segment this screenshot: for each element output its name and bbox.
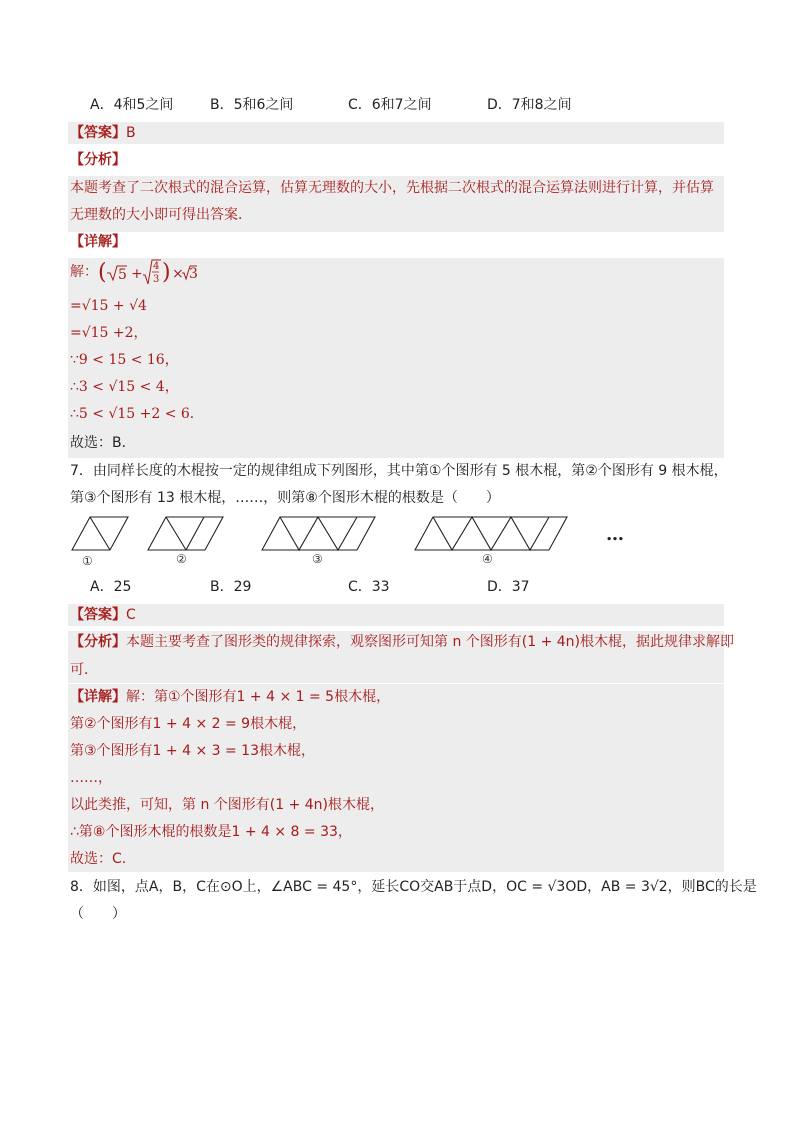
svg-text:3: 3 bbox=[153, 274, 160, 285]
q7-answer-block bbox=[68, 604, 724, 626]
solution-expression bbox=[70, 262, 98, 292]
expression-svg bbox=[98, 258, 198, 290]
q7-option-c: C．33 bbox=[348, 579, 390, 595]
answer-tag: 【答案】 bbox=[70, 125, 126, 141]
figure-label-3: ③ bbox=[312, 552, 323, 566]
option-b: B．5和6之间 bbox=[210, 97, 294, 113]
option-c: C．6和7之间 bbox=[348, 97, 432, 113]
svg-text:): ) bbox=[162, 260, 171, 285]
q7-answer-value: C bbox=[126, 607, 136, 623]
q7-detail-line-6: ∴第⑧个图形木棍的根数是1 + 4 × 8 = 33， bbox=[70, 824, 352, 840]
q7-detail-block bbox=[68, 684, 724, 872]
figure-label-4: ④ bbox=[482, 552, 493, 566]
q7-detail-text-1: 解：第①个图形有1 + 4 × 1 = 5根木棍， bbox=[126, 689, 391, 705]
q8-question-line-1: 8．如图，点A，B，C在⊙O上，∠ABC = 45°，延长CO交AB于点D，OC = √3OD，AB = 3√2，则BC的长是 bbox=[70, 879, 757, 895]
q7-question-line-1: 7．由同样长度的木棍按一定的规律组成下列图形，其中第①个图形有 5 根木棍，第②个图形有 9 根木棍， bbox=[70, 463, 728, 479]
detail-tag: 【详解】 bbox=[70, 234, 126, 250]
q7-question-line-2: 第③个图形有 13 根木棍，……，则第⑧个图形木棍的根数是（ ） bbox=[70, 490, 500, 506]
q6-conclusion: 故选：B． bbox=[70, 435, 136, 451]
analysis-tag: 【分析】 bbox=[70, 152, 126, 168]
answer-block bbox=[68, 122, 724, 144]
q7-detail-line-1 bbox=[70, 687, 390, 707]
q7-conclusion: 故选：C． bbox=[70, 851, 136, 867]
q7-answer-tag: 【答案】 bbox=[70, 607, 126, 623]
q7-detail-line-5: 以此类推，可知，第 n 个图形有(1 + 4n)根木棍， bbox=[70, 797, 385, 813]
figure-label-1: ① bbox=[82, 554, 93, 568]
answer-value: B bbox=[126, 125, 136, 141]
q7-option-a: A．25 bbox=[90, 579, 132, 595]
analysis-line-2: 无理数的大小即可得出答案． bbox=[70, 207, 252, 223]
q7-detail-line-4: ……， bbox=[70, 770, 112, 786]
more-figures-ellipsis: … bbox=[606, 524, 625, 545]
step-2: =√15 +2， bbox=[70, 325, 148, 341]
step-4: ∴3 < √15 < 4， bbox=[70, 379, 179, 395]
q7-answer-line bbox=[70, 605, 136, 625]
svg-text:+: + bbox=[131, 266, 143, 282]
q7-analysis-tag: 【分析】 bbox=[70, 634, 126, 650]
q7-detail-line-2: 第②个图形有1 + 4 × 2 = 9根木棍， bbox=[70, 716, 307, 732]
svg-text:4: 4 bbox=[153, 261, 160, 272]
step-5: ∴5 < √15 +2 < 6． bbox=[70, 406, 204, 422]
q7-analysis-text: 本题主要考查了图形类的规律探索，观察图形可知第 n 个图形有(1 + 4n)根木棍，据此规律求解即 bbox=[126, 634, 735, 650]
answer-line bbox=[70, 123, 136, 143]
q7-detail-tag: 【详解】 bbox=[70, 689, 126, 705]
q7-detail-line-3: 第③个图形有1 + 4 × 3 = 13根木棍， bbox=[70, 743, 315, 759]
option-a: A．4和5之间 bbox=[90, 97, 174, 113]
step-3: ∵9 < 15 < 16， bbox=[70, 352, 179, 368]
stick-figures bbox=[70, 515, 630, 553]
figure-label-2: ② bbox=[176, 552, 187, 566]
svg-text:×: × bbox=[172, 266, 184, 282]
q7-option-b: B．29 bbox=[210, 579, 252, 595]
step-1: =√15 + √4 bbox=[70, 298, 147, 314]
q8-question-line-2: （ ） bbox=[70, 906, 126, 922]
solve-prefix: 解： bbox=[70, 264, 98, 280]
q7-analysis-line-2: 可． bbox=[70, 662, 98, 678]
svg-text:5: 5 bbox=[118, 267, 127, 283]
q7-analysis-line-1 bbox=[70, 632, 734, 652]
q7-option-d: D．37 bbox=[487, 579, 530, 595]
analysis-line-1: 本题考查了二次根式的混合运算，估算无理数的大小，先根据二次根式的混合运算法则进行计算，并估算 bbox=[70, 180, 714, 196]
option-d: D．7和8之间 bbox=[487, 97, 572, 113]
svg-text:3: 3 bbox=[189, 266, 198, 282]
svg-text:(: ( bbox=[98, 260, 107, 285]
